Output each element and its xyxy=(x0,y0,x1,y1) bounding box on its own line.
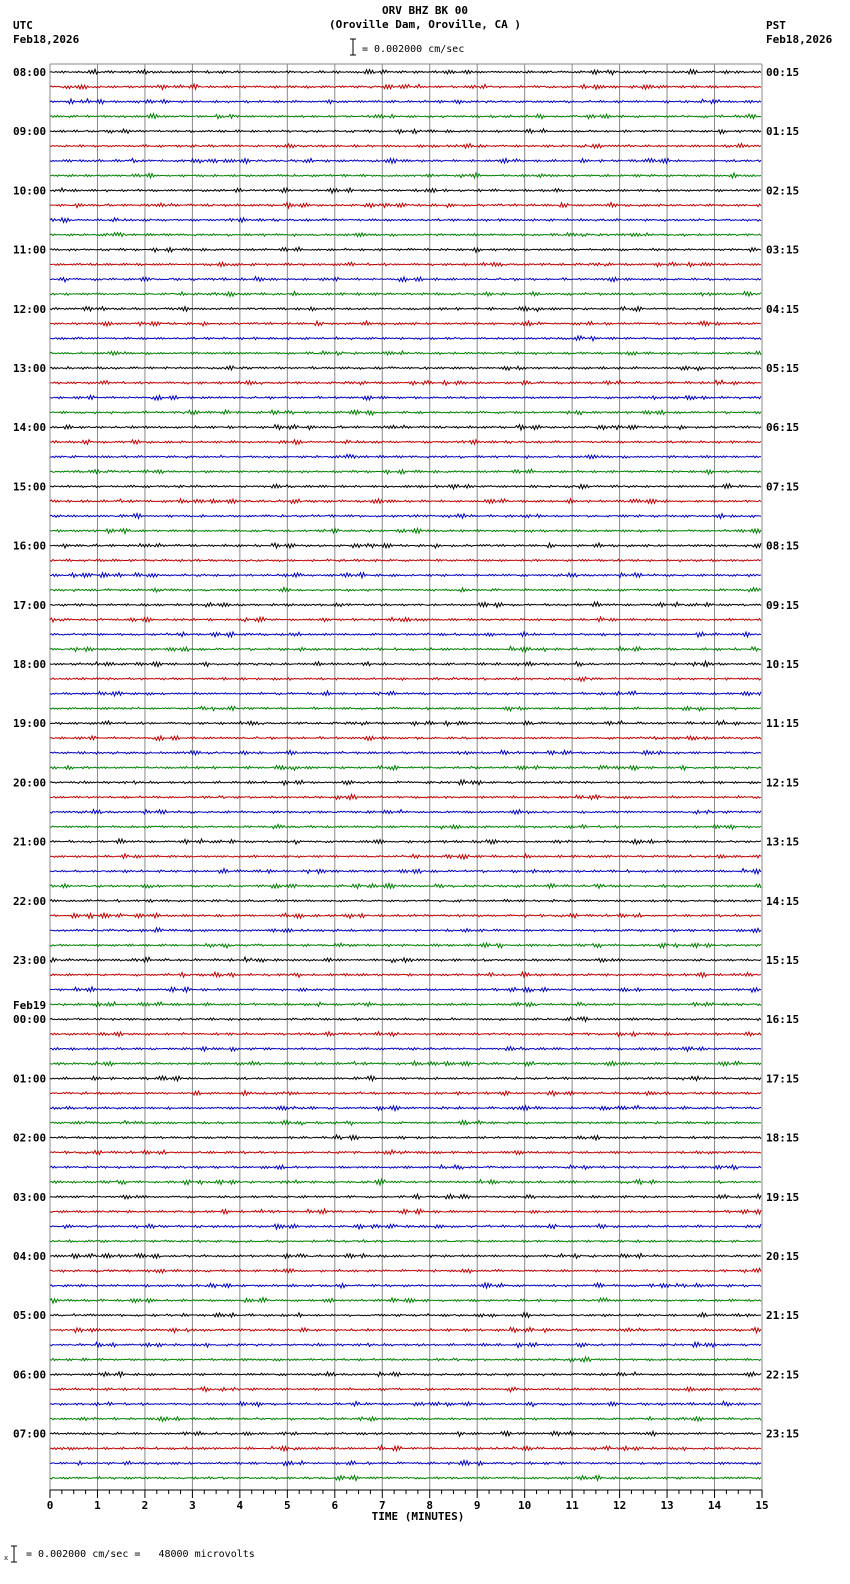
seismic-trace xyxy=(50,1209,761,1214)
seismic-trace xyxy=(50,84,761,89)
x-tick-label: 8 xyxy=(426,1499,434,1512)
x-tick-label: 3 xyxy=(189,1499,196,1512)
seismic-trace xyxy=(50,706,761,711)
pst-hour-label: 11:15 xyxy=(766,717,800,731)
x-axis-label: TIME (MINUTES) xyxy=(371,1510,465,1523)
seismic-trace xyxy=(50,1372,761,1377)
utc-hour-label: 06:00 xyxy=(13,1368,47,1382)
seismic-trace xyxy=(50,721,761,726)
seismic-trace xyxy=(50,1446,761,1451)
seismic-trace xyxy=(50,1283,761,1288)
seismic-trace xyxy=(50,336,761,341)
seismic-trace xyxy=(50,277,761,282)
seismic-trace xyxy=(50,1165,761,1170)
utc-date: Feb18,2026 xyxy=(13,33,80,46)
seismic-trace xyxy=(50,203,761,209)
seismic-trace xyxy=(50,484,761,489)
seismic-trace xyxy=(50,1032,761,1037)
x-tick-label: 2 xyxy=(141,1499,149,1512)
seismic-trace xyxy=(50,1135,761,1140)
seismic-trace xyxy=(50,869,761,874)
pst-hour-label: 07:15 xyxy=(766,480,800,494)
station-title: ORV BHZ BK 00 xyxy=(381,4,469,17)
pst-hour-label: 21:15 xyxy=(766,1309,800,1323)
utc-hour-label: 17:00 xyxy=(13,598,47,612)
svg-text:x: x xyxy=(4,1554,9,1562)
bottom-scale-bar-icon xyxy=(4,1544,18,1564)
seismic-trace xyxy=(50,736,761,741)
pst-hour-label: 10:15 xyxy=(766,658,800,671)
pst-hour-label: 00:15 xyxy=(766,66,800,79)
pst-hour-label: 15:15 xyxy=(766,954,800,967)
x-tick-label: 9 xyxy=(473,1499,481,1512)
minute-grid xyxy=(50,64,762,1490)
station-location: (Oroville Dam, Oroville, CA ) xyxy=(328,18,522,31)
x-tick-label: 14 xyxy=(707,1499,722,1512)
seismic-trace xyxy=(50,1120,761,1125)
x-tick-label: 10 xyxy=(518,1499,532,1512)
seismic-traces xyxy=(50,69,761,1480)
utc-hour-label: 09:00 xyxy=(13,125,47,139)
seismic-trace xyxy=(50,514,761,519)
seismic-trace xyxy=(50,395,761,400)
pst-hour-label: 09:15 xyxy=(766,598,800,612)
seismic-trace xyxy=(50,1224,761,1229)
seismic-trace xyxy=(50,144,761,149)
seismic-trace xyxy=(50,883,761,888)
x-tick-label: 15 xyxy=(755,1499,769,1512)
utc-hour-label: 18:00 xyxy=(13,658,47,671)
utc-hour-labels xyxy=(13,66,46,1441)
utc-hour-label: 13:00 xyxy=(13,362,47,375)
utc-hour-label: 11:00 xyxy=(13,243,47,257)
seismic-trace xyxy=(50,1328,761,1333)
seismic-trace xyxy=(50,543,761,548)
seismic-trace xyxy=(50,899,761,902)
x-tick-label: 6 xyxy=(331,1499,339,1512)
x-tick-label: 12 xyxy=(612,1499,627,1512)
seismic-trace xyxy=(50,129,761,134)
utc-hour-label: 04:00 xyxy=(13,1250,47,1263)
x-tick-label: 13 xyxy=(660,1499,674,1512)
seismic-trace xyxy=(50,1017,761,1022)
pst-hour-label: 06:15 xyxy=(766,421,800,435)
seismic-trace xyxy=(50,1240,761,1243)
pst-hour-label: 13:15 xyxy=(766,835,800,849)
seismic-trace xyxy=(50,795,761,800)
seismic-trace xyxy=(50,351,761,355)
pst-hour-label: 08:15 xyxy=(766,539,800,553)
x-tick-label: 5 xyxy=(284,1499,291,1512)
seismic-trace xyxy=(50,810,761,815)
seismic-trace xyxy=(50,1179,761,1185)
x-tick-label: 11 xyxy=(565,1499,579,1512)
seismic-trace xyxy=(50,291,761,296)
pst-hour-label: 02:15 xyxy=(766,184,800,198)
utc-hour-label: 01:00 xyxy=(13,1072,47,1086)
utc-hour-label: 15:00 xyxy=(13,480,47,494)
seismic-trace xyxy=(50,1313,761,1318)
seismic-trace xyxy=(50,765,761,770)
x-tick-label: 7 xyxy=(378,1499,386,1512)
seismic-trace xyxy=(50,158,761,163)
seismic-trace xyxy=(50,173,761,178)
seismic-trace xyxy=(50,499,761,504)
x-axis xyxy=(47,1490,769,1512)
seismic-trace xyxy=(50,824,761,829)
seismic-trace xyxy=(50,1002,761,1007)
seismic-trace xyxy=(50,691,761,696)
seismic-trace xyxy=(50,1091,761,1096)
seismic-trace xyxy=(50,188,761,193)
seismic-trace xyxy=(50,114,761,119)
utc-hour-label: 12:00 xyxy=(13,302,47,316)
utc-hour-label: 07:00 xyxy=(13,1427,47,1441)
x-tick-label: 1 xyxy=(94,1499,101,1512)
bottom-scale-text: = 0.002000 cm/sec = 48000 microvolts xyxy=(26,1549,255,1560)
seismic-trace xyxy=(50,233,761,237)
seismic-trace xyxy=(50,1461,761,1466)
utc-hour-label: 23:00 xyxy=(13,954,47,967)
utc-label: UTC xyxy=(13,19,33,32)
pst-hour-label: 19:15 xyxy=(766,1190,800,1204)
seismic-trace xyxy=(50,1194,761,1199)
seismic-trace xyxy=(50,617,761,622)
seismic-trace xyxy=(50,750,761,755)
seismic-trace xyxy=(50,602,761,607)
seismic-trace xyxy=(50,1150,761,1155)
pst-hour-labels xyxy=(766,66,799,1441)
seismic-trace xyxy=(50,587,761,592)
scale-text: = 0.002000 cm/sec xyxy=(362,44,465,55)
pst-hour-label: 12:15 xyxy=(766,776,800,790)
seismic-trace xyxy=(50,1106,761,1111)
seismic-trace xyxy=(50,1387,761,1392)
pst-hour-label: 18:15 xyxy=(766,1131,800,1145)
pst-hour-label: 23:15 xyxy=(766,1427,800,1441)
seismic-trace xyxy=(50,218,761,223)
seismic-trace xyxy=(50,1417,761,1422)
seismic-trace xyxy=(50,321,761,326)
seismic-trace xyxy=(50,943,761,948)
seismic-trace xyxy=(50,839,761,844)
utc-hour-label: 08:00 xyxy=(13,66,47,79)
seismic-trace xyxy=(50,957,761,962)
pst-hour-label: 22:15 xyxy=(766,1368,800,1382)
x-tick-label: 0 xyxy=(46,1499,54,1512)
seismic-trace xyxy=(50,913,761,918)
seismic-trace xyxy=(50,380,761,385)
seismic-trace xyxy=(50,1254,761,1259)
seismic-trace xyxy=(50,455,761,459)
pst-hour-label: 04:15 xyxy=(766,302,800,316)
seismic-trace xyxy=(50,632,761,637)
seismic-trace xyxy=(50,1061,761,1066)
seismic-trace xyxy=(50,1298,761,1304)
seismic-trace xyxy=(50,573,761,578)
seismic-trace xyxy=(50,410,761,415)
seismic-trace xyxy=(50,677,761,681)
seismic-trace xyxy=(50,972,761,977)
seismic-trace xyxy=(50,854,761,859)
seismic-trace xyxy=(50,987,761,992)
seismic-trace xyxy=(50,99,761,104)
pst-hour-label: 03:15 xyxy=(766,243,800,257)
seismic-trace xyxy=(50,1357,761,1362)
utc-hour-label: 16:00 xyxy=(13,539,47,553)
utc-hour-label: 19:00 xyxy=(13,717,47,731)
seismic-trace xyxy=(50,307,761,312)
pst-hour-label: 20:15 xyxy=(766,1250,800,1263)
seismic-trace xyxy=(50,559,761,562)
seismic-trace xyxy=(50,247,761,252)
utc-hour-label: 10:00 xyxy=(13,184,47,198)
seismic-trace xyxy=(50,69,761,74)
pst-hour-label: 17:15 xyxy=(766,1072,800,1086)
pst-hour-label: 01:15 xyxy=(766,125,800,139)
seismic-trace xyxy=(50,469,761,474)
utc-hour-label: 03:00 xyxy=(13,1190,47,1204)
seismic-trace xyxy=(50,425,761,430)
seismic-trace xyxy=(50,780,761,785)
seismic-trace xyxy=(50,1047,761,1052)
pst-label: PST xyxy=(766,19,786,32)
seismic-trace xyxy=(50,528,761,533)
utc-hour-label: 02:00 xyxy=(13,1131,47,1145)
pst-date: Feb18,2026 xyxy=(766,33,833,46)
utc-hour-label: 05:00 xyxy=(13,1309,47,1323)
pst-hour-label: 05:15 xyxy=(766,362,800,375)
seismic-trace xyxy=(50,1401,761,1406)
date-change-label: Feb19 xyxy=(13,999,47,1013)
seismic-trace xyxy=(50,366,761,371)
seismic-trace xyxy=(50,262,761,267)
utc-hour-label: 20:00 xyxy=(13,776,47,790)
utc-hour-label: 14:00 xyxy=(13,421,47,435)
seismic-trace xyxy=(50,1268,761,1273)
seismic-trace xyxy=(50,1342,761,1347)
seismic-trace xyxy=(50,1076,761,1081)
utc-hour-label: 00:00 xyxy=(13,1013,47,1027)
pst-hour-label: 14:15 xyxy=(766,894,800,908)
seismic-trace xyxy=(50,440,761,445)
seismic-trace xyxy=(50,928,761,933)
utc-hour-label: 21:00 xyxy=(13,835,47,849)
pst-hour-label: 16:15 xyxy=(766,1013,800,1027)
seismic-trace xyxy=(50,661,761,666)
seismic-trace xyxy=(50,1431,761,1436)
seismic-trace xyxy=(50,646,761,651)
utc-hour-label: 22:00 xyxy=(13,894,47,908)
seismic-trace xyxy=(50,1476,761,1481)
x-tick-label: 4 xyxy=(236,1499,244,1512)
